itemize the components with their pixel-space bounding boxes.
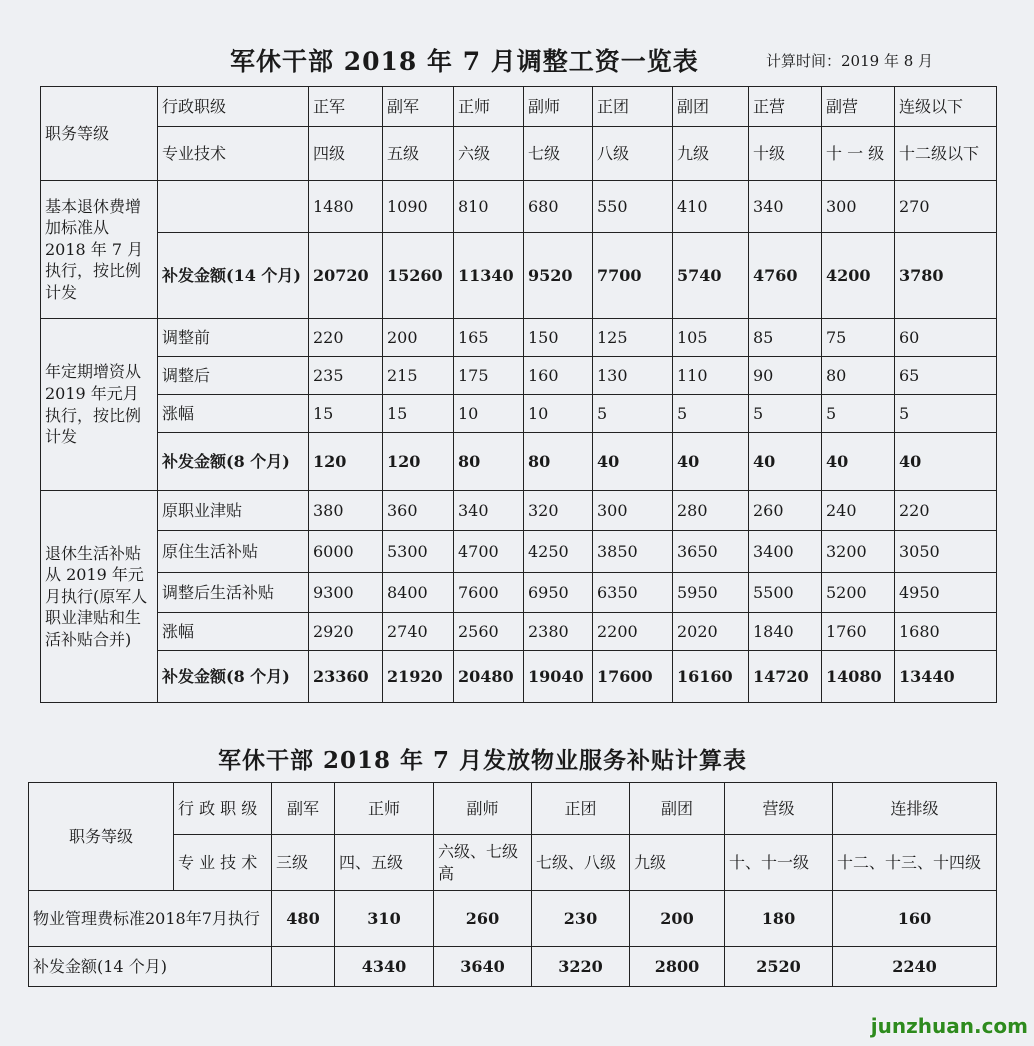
fee-cell: 260 <box>434 891 532 947</box>
value-cell: 4950 <box>895 573 997 613</box>
admin-rank-cell: 副军 <box>383 87 454 127</box>
fee-cell: 160 <box>833 891 997 947</box>
back-pay-cell: 40 <box>593 433 673 491</box>
value-cell: 10 <box>454 395 524 433</box>
salary-adjustment-table <box>40 86 997 703</box>
row-label: 原住生活补贴 <box>158 531 309 573</box>
empty-cell <box>158 181 309 233</box>
value-cell: 6000 <box>309 531 383 573</box>
back-pay-cell: 16160 <box>673 651 749 703</box>
value-cell: 6950 <box>524 573 593 613</box>
grade-label: 职务等级 <box>29 783 174 891</box>
value-cell: 3400 <box>749 531 822 573</box>
value-cell: 5 <box>749 395 822 433</box>
value-cell: 320 <box>524 491 593 531</box>
table-row <box>41 87 997 127</box>
admin-rank-cell: 副团 <box>673 87 749 127</box>
tech-label: 专业技术 <box>158 127 309 181</box>
calc-time: 计算时间：2019 年 8 月 <box>766 52 934 70</box>
admin-rank-cell: 副师 <box>524 87 593 127</box>
back-pay-label: 补发金额(8 个月) <box>158 433 309 491</box>
value-cell: 165 <box>454 319 524 357</box>
value-cell: 105 <box>673 319 749 357</box>
value-cell: 3200 <box>822 531 895 573</box>
value-cell: 1480 <box>309 181 383 233</box>
value-cell: 200 <box>383 319 454 357</box>
value-cell: 125 <box>593 319 673 357</box>
back-pay-cell: 2240 <box>833 947 997 987</box>
value-cell: 5 <box>822 395 895 433</box>
admin-label: 行 政 职 级 <box>174 783 272 835</box>
value-cell: 340 <box>749 181 822 233</box>
back-pay-cell: 14080 <box>822 651 895 703</box>
value-cell: 300 <box>593 491 673 531</box>
admin-rank-cell: 副军 <box>272 783 335 835</box>
tech-grade-cell: 六级、七级高 <box>434 835 532 891</box>
tech-grade-cell: 三级 <box>272 835 335 891</box>
admin-rank-cell: 正营 <box>749 87 822 127</box>
table-row <box>41 491 997 531</box>
admin-rank-cell: 副营 <box>822 87 895 127</box>
table-row <box>41 181 997 233</box>
admin-label: 行政职级 <box>158 87 309 127</box>
value-cell: 2740 <box>383 613 454 651</box>
table-row <box>29 947 997 987</box>
table-row <box>41 357 997 395</box>
value-cell: 65 <box>895 357 997 395</box>
back-pay-cell: 40 <box>895 433 997 491</box>
value-cell: 550 <box>593 181 673 233</box>
back-pay-cell: 80 <box>454 433 524 491</box>
back-pay-cell: 3220 <box>532 947 630 987</box>
tech-grade-cell: 十二级以下 <box>895 127 997 181</box>
table-row <box>29 891 997 947</box>
fee-cell: 200 <box>630 891 725 947</box>
value-cell: 810 <box>454 181 524 233</box>
back-pay-label: 补发金额(14 个月) <box>29 947 272 987</box>
back-pay-cell: 21920 <box>383 651 454 703</box>
value-cell: 3850 <box>593 531 673 573</box>
value-cell: 4250 <box>524 531 593 573</box>
tech-grade-cell: 七级、八级 <box>532 835 630 891</box>
table-row <box>41 395 997 433</box>
table-row <box>41 233 997 319</box>
admin-rank-cell: 正军 <box>309 87 383 127</box>
tech-grade-cell: 九级 <box>673 127 749 181</box>
admin-rank-cell: 连级以下 <box>895 87 997 127</box>
value-cell: 5 <box>673 395 749 433</box>
row-label: 原职业津贴 <box>158 491 309 531</box>
back-pay-cell: 11340 <box>454 233 524 319</box>
fee-cell: 480 <box>272 891 335 947</box>
back-pay-cell: 40 <box>822 433 895 491</box>
back-pay-cell: 9520 <box>524 233 593 319</box>
value-cell: 5500 <box>749 573 822 613</box>
value-cell: 80 <box>822 357 895 395</box>
tech-grade-cell: 五级 <box>383 127 454 181</box>
tech-grade-cell: 八级 <box>593 127 673 181</box>
row-label: 调整后 <box>158 357 309 395</box>
value-cell: 680 <box>524 181 593 233</box>
value-cell: 5200 <box>822 573 895 613</box>
fee-label: 物业管理费标准2018年7月执行 <box>29 891 272 947</box>
section2-label: 年定期增资从 2019 年元月执行，按比例计发 <box>41 319 158 491</box>
back-pay-cell: 20720 <box>309 233 383 319</box>
value-cell: 110 <box>673 357 749 395</box>
value-cell: 4700 <box>454 531 524 573</box>
row-label: 调整后生活补贴 <box>158 573 309 613</box>
back-pay-cell: 17600 <box>593 651 673 703</box>
value-cell: 240 <box>822 491 895 531</box>
back-pay-cell: 80 <box>524 433 593 491</box>
back-pay-cell: 2800 <box>630 947 725 987</box>
fee-cell: 230 <box>532 891 630 947</box>
value-cell: 150 <box>524 319 593 357</box>
fee-cell: 180 <box>725 891 833 947</box>
tech-grade-cell: 十级 <box>749 127 822 181</box>
value-cell: 5300 <box>383 531 454 573</box>
back-pay-cell: 19040 <box>524 651 593 703</box>
value-cell: 3650 <box>673 531 749 573</box>
back-pay-cell: 4200 <box>822 233 895 319</box>
back-pay-cell: 3640 <box>434 947 532 987</box>
value-cell: 130 <box>593 357 673 395</box>
tech-grade-cell: 九级 <box>630 835 725 891</box>
value-cell: 2020 <box>673 613 749 651</box>
admin-rank-cell: 正团 <box>532 783 630 835</box>
value-cell: 1680 <box>895 613 997 651</box>
back-pay-cell: 120 <box>383 433 454 491</box>
value-cell: 300 <box>822 181 895 233</box>
back-pay-cell: 15260 <box>383 233 454 319</box>
back-pay-cell: 14720 <box>749 651 822 703</box>
value-cell: 175 <box>454 357 524 395</box>
value-cell: 5950 <box>673 573 749 613</box>
value-cell: 280 <box>673 491 749 531</box>
value-cell: 380 <box>309 491 383 531</box>
value-cell: 3050 <box>895 531 997 573</box>
value-cell: 15 <box>309 395 383 433</box>
back-pay-label: 补发金额(8 个月) <box>158 651 309 703</box>
value-cell: 85 <box>749 319 822 357</box>
table-row <box>41 573 997 613</box>
value-cell: 90 <box>749 357 822 395</box>
fee-cell: 310 <box>335 891 434 947</box>
value-cell: 2200 <box>593 613 673 651</box>
value-cell: 260 <box>749 491 822 531</box>
value-cell: 8400 <box>383 573 454 613</box>
back-pay-cell: 40 <box>673 433 749 491</box>
table-row <box>41 319 997 357</box>
table-row <box>29 783 997 835</box>
value-cell: 220 <box>895 491 997 531</box>
value-cell: 2380 <box>524 613 593 651</box>
tech-grade-cell: 六级 <box>454 127 524 181</box>
admin-rank-cell: 副师 <box>434 783 532 835</box>
back-pay-cell: 120 <box>309 433 383 491</box>
value-cell: 2560 <box>454 613 524 651</box>
admin-rank-cell: 正团 <box>593 87 673 127</box>
watermark: junzhuan.com <box>870 1014 1028 1038</box>
value-cell: 5 <box>593 395 673 433</box>
value-cell: 75 <box>822 319 895 357</box>
value-cell: 7600 <box>454 573 524 613</box>
row-label: 涨幅 <box>158 613 309 651</box>
admin-rank-cell: 正师 <box>454 87 524 127</box>
value-cell: 10 <box>524 395 593 433</box>
back-pay-cell: 7700 <box>593 233 673 319</box>
value-cell: 6350 <box>593 573 673 613</box>
value-cell: 60 <box>895 319 997 357</box>
section3-label: 退休生活补贴从 2019 年元月执行(原军人职业津贴和生活补贴合并) <box>41 491 158 703</box>
back-pay-cell: 3780 <box>895 233 997 319</box>
back-pay-cell: 20480 <box>454 651 524 703</box>
value-cell: 235 <box>309 357 383 395</box>
section1-label: 基本退休费增加标准从 2018 年 7 月执行，按比例计发 <box>41 181 158 319</box>
back-pay-cell: 13440 <box>895 651 997 703</box>
table-row <box>41 127 997 181</box>
admin-rank-cell: 正师 <box>335 783 434 835</box>
table-row <box>29 835 997 891</box>
tech-grade-cell: 四、五级 <box>335 835 434 891</box>
tech-grade-cell: 四级 <box>309 127 383 181</box>
back-pay-cell: 4340 <box>335 947 434 987</box>
value-cell: 2920 <box>309 613 383 651</box>
back-pay-cell: 23360 <box>309 651 383 703</box>
value-cell: 160 <box>524 357 593 395</box>
value-cell: 9300 <box>309 573 383 613</box>
table2-title: 军休干部 2018 年 7 月发放物业服务补贴计算表 <box>218 747 748 774</box>
value-cell: 410 <box>673 181 749 233</box>
tech-label: 专 业 技 术 <box>174 835 272 891</box>
value-cell: 215 <box>383 357 454 395</box>
tech-grade-cell: 七级 <box>524 127 593 181</box>
back-pay-cell: 40 <box>749 433 822 491</box>
value-cell: 220 <box>309 319 383 357</box>
back-pay-cell: 4760 <box>749 233 822 319</box>
value-cell: 1840 <box>749 613 822 651</box>
value-cell: 5 <box>895 395 997 433</box>
grade-label: 职务等级 <box>41 87 158 181</box>
table-row <box>41 433 997 491</box>
value-cell: 340 <box>454 491 524 531</box>
value-cell: 270 <box>895 181 997 233</box>
table-row <box>41 531 997 573</box>
row-label: 涨幅 <box>158 395 309 433</box>
back-pay-cell: 5740 <box>673 233 749 319</box>
table-row <box>41 613 997 651</box>
admin-rank-cell: 连排级 <box>833 783 997 835</box>
table1-title: 军休干部 2018 年 7 月调整工资一览表 <box>230 47 699 76</box>
back-pay-label: 补发金额(14 个月) <box>158 233 309 319</box>
value-cell: 360 <box>383 491 454 531</box>
back-pay-cell: 2520 <box>725 947 833 987</box>
tech-grade-cell: 十、十一级 <box>725 835 833 891</box>
admin-rank-cell: 副团 <box>630 783 725 835</box>
value-cell: 15 <box>383 395 454 433</box>
table-row <box>41 651 997 703</box>
tech-grade-cell: 十二、十三、十四级 <box>833 835 997 891</box>
back-pay-cell <box>272 947 335 987</box>
property-subsidy-table <box>28 782 997 987</box>
value-cell: 1760 <box>822 613 895 651</box>
tech-grade-cell: 十 一 级 <box>822 127 895 181</box>
row-label: 调整前 <box>158 319 309 357</box>
value-cell: 1090 <box>383 181 454 233</box>
admin-rank-cell: 营级 <box>725 783 833 835</box>
